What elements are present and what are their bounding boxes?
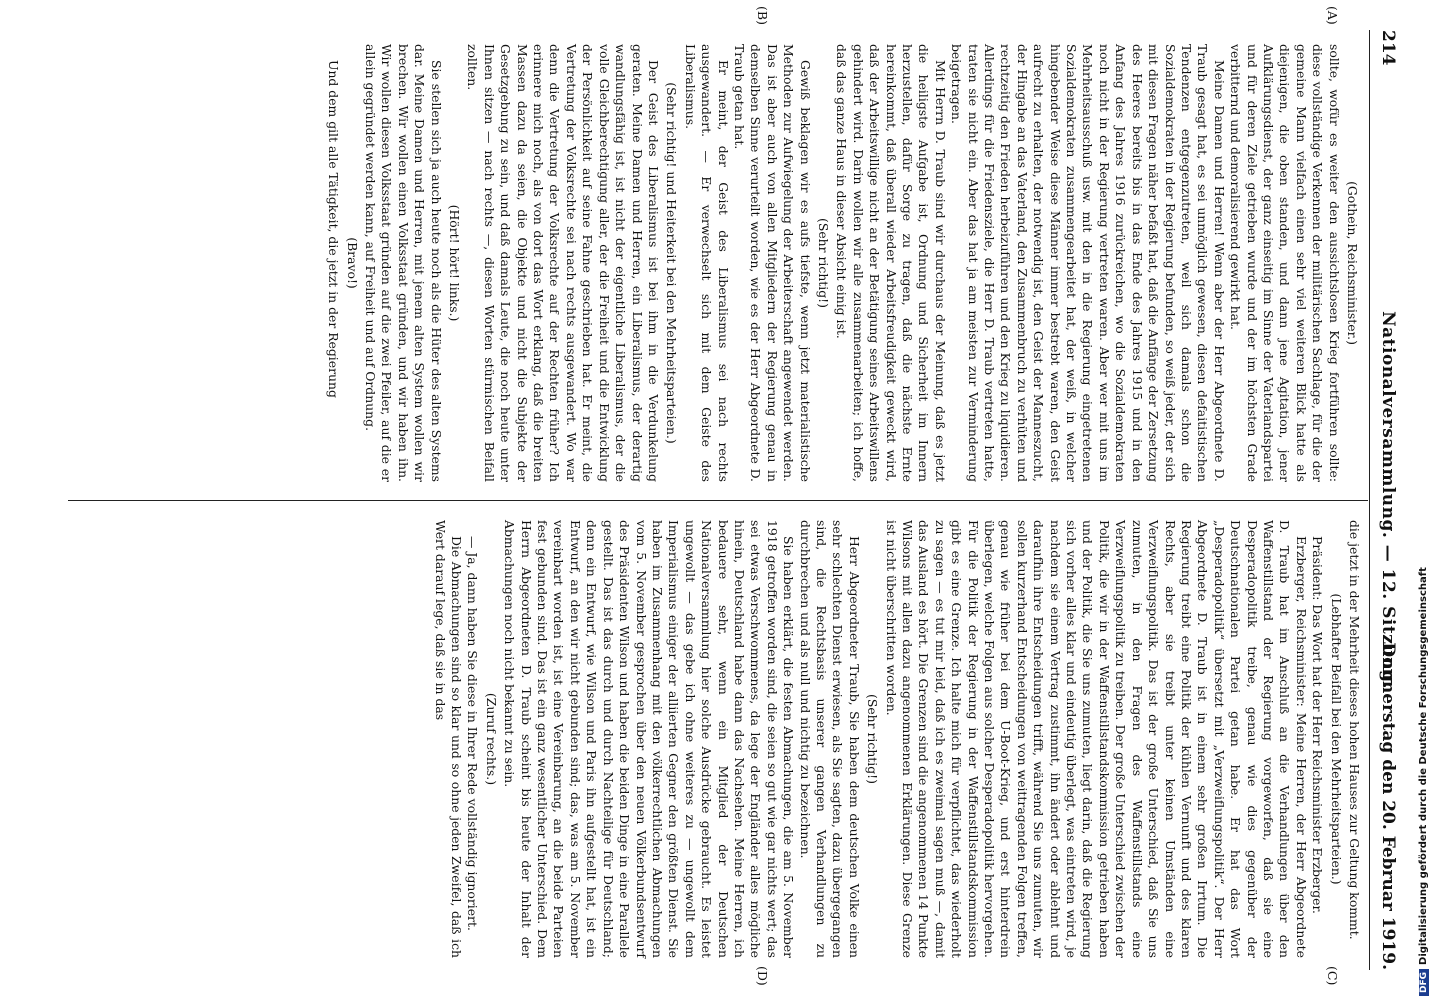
page-header	[1372, 30, 1402, 970]
paragraph: Meine Damen und Herren! Wenn aber der Herr Abgeordnete D. Traub gesagt hat, es sei unmöglich gewesen, diesen defaitistischen Tendenzen entgegenzutreten, weil sich damals schon die Sozialdemokraten in der Regierung befunden, so weiß jeder, der sich mit diesen Fragen näher befaßt hat, daß die Anfänge der Zersetzung des Heeres bereits bis in das Ende des Jahres 1915 und in den Anfang des Jahres 1916 zurückreichen, wo die Sozialdemokraten noch nicht in der Regierung vertreten waren. Aber wer mit uns im Mehrheitsausschuß usw. mit den in die Regierung eingetretenen Sozialdemokraten zusammengearbeitet hat, der weiß, in welcher hingebender Weise diese Männer immer bestrebt waren, den Geist aufrecht zu erhalten, der notwendig ist, den Geist der Manneszucht, der Hingabe an das Vaterland, den Zusammenbruch zu verhüten und rechtzeitig den Frieden herbeizuführen und den Krieg zu liquidieren. Allerdings für die Friedensziele, die Herr D. Traub vertreten hatte, traten sie nicht ein. Aber das hat ja am meisten zur Verminderung beigetragen.	[949, 44, 1227, 482]
speaker-tag: (Gothein, Reichsminister.)	[1345, 181, 1360, 345]
running-title: Nationalversammlung. — 12. Sitzung.	[1378, 311, 1398, 689]
paragraph: Erzberger, Reichsminister: Meine Herren, der Herr Abgeordnete D. Traub hat im Anschluß an die Verhandlungen über den Waffenstillstand der Regierung vorgeworfen, daß sie eine Desperadopolitik treibe, genau wie dies gegenüber der Deutschnationalen Partei getan habe. Er hat das Wort „Desperadopolitik“ übersetzt mit „Verzweiflungspolitik“. Der Herr Abgeordnete D. Traub ist in einem sehr großen Irrtum. Die Regierung treibt eine Politik der kühlen Vernunft und des klaren Rechts, aber sie treibt unter keinen Umständen eine Verzweiflungspolitik. Das ist der große Unterschied, daß Sie uns zumuten, in den Fragen des Waffenstillstands eine Verzweiflungspolitik zu treiben. Der große Unterschied zwischen der Politik, die wir in der Waffenstillstandskommission getrieben haben und der Politik, die Sie uns zumuten, liegt darin, daß die Regierung sich vorher alles klar und eindeutig überlegt, was eintreten wird, je nachdem sie einem Vertrag zustimmt, ihn ändert oder ablehnt und daraufhin ihre Entscheidungen trifft, während Sie uns zumuten, wir sollen kurzerhand Entscheidungen von weittragenden Folgen treffen, genau wie früher bei dem U-Boot-Krieg, und erst hinterdrein überlegen, welche Folgen aus solcher Desperadopolitik hervorgehen. Für die Politik der Regierung in der Waffenstillstandskommission gibt es eine Grenze. Ich halte mich für verpflichtet, das wiederholt zu sagen — es tut mir leid, daß ich es zweimal sagen muß —, damit das Ausland es hört. Die Grenzen sind die angenommenen 14 Punkte Wilsons mit allen dazu angenommenen Erklärungen. Diese Grenze ist nicht überschritten worden.	[883, 520, 1309, 958]
paragraph: Der Geist des Liberalismus ist bei ihm in die Verdunkelung geraten. Meine Damen und Herren, ein Liberalismus, der derartig wandlungsfähig ist, ist nicht der eigentliche Liberalismus, der die volle Gleichberechtigung aller, der die Freiheit und die Entwicklung der Persönlichkeit auf seine Fahne geschrieben hat. Er meint, die Vertretung der Volksrechte sei nach rechts ausgewandert. Wo war denn die Vertretung der Volksrechte auf der Rechten früher? Ich erinnere mich noch, als von dort das Wort erklang, daß die breiten Massen dazu da seien, die Objekte und nicht die Subjekte der Gesetzgebung zu sein, und daß damals Leute, die noch heute unter Ihnen sitzen — nach rechts —, diesen Worten stürmischen Beifall zollten.	[465, 44, 661, 482]
header-rule	[1369, 30, 1370, 970]
margin-mark-c: (C)	[1325, 966, 1340, 986]
paragraph: sollte, wofür es weiter den aussichtslosen Krieg fortführen sollte: diese vollständige Verkennen der militärischen Sachlage, für die der gemeine Mann vielfach einen sehr viel weiteren Blick hatte als diejenigen, die oben standen, und dann jene Agitation, jener Aufklärungsdienst, der ganz einseitig im Sinne der Vaterlandspartei und für deren Ziele getrieben wurde und der im höchsten Grade verbitternd und demoralisierend gewirkt hat.	[1228, 44, 1342, 482]
paragraph: Die Abmachungen sind so klar und so ohne jeden Zweifel, daß ich Wert darauf lege, daß sie in das	[432, 520, 465, 958]
footer-text	[1418, 567, 1429, 996]
paragraph: Herr Abgeordneter Traub, Sie haben dem deutschen Volke einen sehr schlechten Dienst erwiesen, als Sie sagten, dazu übergegangen sind, die Rechtsbasis unserer gangen Verhandlungen zu durchbrechen und als null und nichtig zu bezeichnen.	[797, 520, 862, 958]
interjection: (Zuruf rechts.)	[483, 692, 499, 786]
paragraph: Sie stellen sich ja auch heute noch als die Hüter des alten Systems dar. Meine Damen und Herren, mit jenem alten System wollen wir brechen. Wir wollen einen Volksstaat gründen, und wir haben ihn. Wir wollen diesen Volksstaat gründen auf die zwei Pfeiler, auf die er allein gegründet werden kann, auf Freiheit und auf Ordnung.	[363, 44, 444, 482]
interjection: (Sehr richtig! und Heiterkeit bei den Mehrheitsparteien.)	[664, 82, 680, 444]
paragraph: — Ja, dann haben Sie diese in Ihrer Rede vollständig ignoriert.	[465, 536, 481, 931]
paragraph: Sie haben erklärt, die festen Abmachungen, die am 5. November 1918 getroffen worden sind, die seien so gut wie gar nichts wert; das sei etwas Verschwommenes, da lege der Engländer alles mögliche hinein, Deutschland habe dann das Nachsehen. Meine Herren, ich bedauere sehr, wenn ein Mitglied der Deutschen Nationalversammlung hier solche Ausdrücke gebraucht. Es leistet ungewollt — das gebe ich ohne weiteres zu — ungewollt dem Imperialismus einiger der alliierten Gegner den größten Dienst. Sie haben im Zusammenhang mit den völkerrechtlichen Abmachungen vom 5. November gesprochen über den neuen Völkerbundsentwurf des Präsidenten Wilson und haben die beiden Dinge in eine Parallele gestellt. Das ist das durch und durch Nachteilige für Deutschland; denn ein Entwurf, wie Wilson und Paris ihn aufgestellt hat, ist ein Entwurf, an den wir nicht gebunden sind; das, was am 5. November vereinbart worden ist, ist eine Vereinbarung, an die beide Parteien fest gebunden sind. Das ist ein ganz wesentlicher Unterschied. Dem Herrn Abgeordneten D. Traub scheint bis heute der Inhalt der Abmachungen noch nicht bekannt zu sein.	[502, 520, 797, 958]
paragraph: Gewiß beklagen wir es aufs tiefste, wenn jetzt materialistische Methoden zur Aufwiegelung der Arbeiterschaft angewendet werden. Das ist aber auch von allen Mitgliedern der Regierung genau in demselben Sinne verurteilt worden, wie es der Herr Abgeordnete D. Traub getan hat.	[731, 44, 813, 482]
interjection: (Hört! hört! links.)	[447, 204, 463, 322]
page-number: 214	[1378, 30, 1398, 66]
document-page	[10, 0, 1410, 1000]
interjection: (Sehr richtig!)	[865, 694, 881, 784]
interjection: (Bravo!)	[344, 237, 360, 289]
paragraph: Und dem gilt alle Tätigkeit, die jetzt in der Regierung	[326, 60, 342, 398]
paragraph: Mit Herrn D. Traub sind wir durchaus der Meinung, daß es jetzt die heiligste Aufgabe ist, Ordnung und Sicherheit im Innern herzustellen, dafür Sorge zu tragen, daß die nächste Ernte hereinkommt, daß überall wieder Arbeitsfreudigkeit geweckt wird, daß der Arbeitswillige nicht an der Betätigung seines Arbeitswillens gehindert wird. Darin wollen wir alle zusammenarbeiten; ich hoffe, daß das ganze Haus in dieser Absicht einig ist.	[834, 44, 948, 482]
right-column	[431, 520, 1362, 958]
dfg-logo: DFG	[1419, 969, 1429, 996]
paragraph: die jetzt in der Mehrheit dieses hohen Hauses zur Geltung kommt.	[1347, 520, 1362, 940]
digitization-footer	[1418, 0, 1434, 1000]
margin-mark-b: (B)	[755, 6, 770, 25]
interjection: (Lebhafter Beifall bei den Mehrheitsparteien.)	[1328, 593, 1344, 885]
paragraph: Er meint, der Geist des Liberalismus sei nach rechts ausgewandert. — Er verwechselt sich mit dem Geiste des Liberalismus.	[682, 44, 731, 482]
left-column	[325, 44, 1362, 482]
margin-mark-d: (D)	[755, 966, 770, 986]
interjection: (Sehr richtig!)	[816, 218, 831, 308]
paragraph: Präsident: Das Wort hat der Herr Reichsminister Erzberger.	[1310, 536, 1326, 914]
margin-mark-a: (A)	[1325, 6, 1340, 25]
column-divider	[68, 500, 1368, 501]
footer-credit: Digitalisierung gefördert durch die Deutsche Forschungsgemeinschaft	[1418, 567, 1429, 965]
session-date: Donnerstag den 20. Februar 1919.	[1378, 642, 1398, 970]
